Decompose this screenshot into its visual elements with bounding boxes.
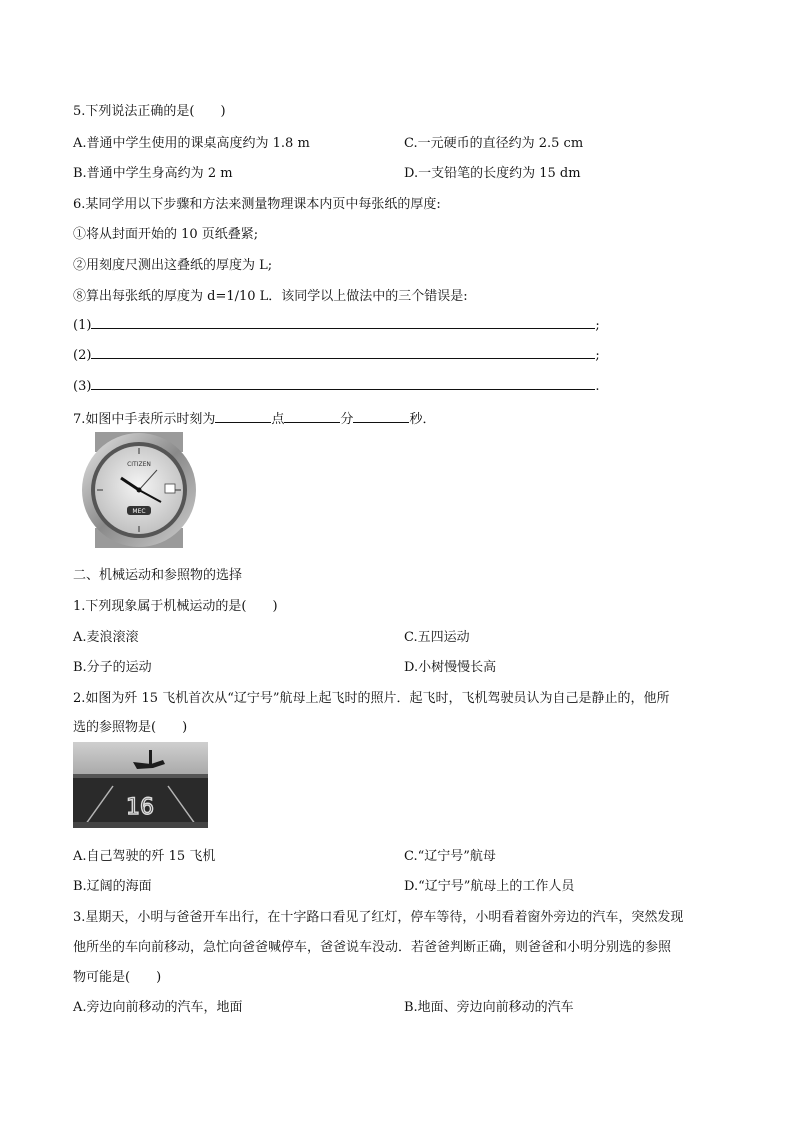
s2q1-option-c: C.五四运动: [404, 630, 470, 645]
q6-blank-2[interactable]: [91, 346, 595, 359]
watch-badge-text: MEC: [132, 508, 146, 515]
q7-unit-second: 秒．: [409, 412, 436, 427]
q7-blank-minute[interactable]: [284, 410, 340, 423]
s2q2-option-a: A.自己驾驶的歼 15 飞机: [73, 849, 216, 864]
s2q1-stem: 1.下列现象属于机械运动的是( ): [73, 599, 278, 614]
watch-brand-text: CITIZEN: [127, 461, 151, 468]
q7-prefix: 7.如图中手表所示时刻为: [73, 412, 216, 427]
q5-option-c: C.一元硬币的直径约为 2.5 cm: [404, 136, 584, 151]
q5-stem: 5.下列说法正确的是( ): [73, 104, 226, 119]
q6-stem: 6.某同学用以下步骤和方法来测量物理课本内页中每张纸的厚度:: [73, 197, 441, 212]
s2q2-option-b: B.辽阔的海面: [73, 879, 152, 894]
carrier-photo: [73, 742, 208, 828]
q5-option-a: A.普通中学生使用的课桌高度约为 1.8 m: [73, 136, 310, 151]
q6-blank-line-2[interactable]: [73, 346, 600, 363]
s2q3-stem-line-1: 3.星期天，小明与爸爸开车出行，在十字路口看见了红灯，停车等待，小明看着窗外旁边的汽车，突然发现: [73, 910, 684, 925]
s2q3-stem-line-3: 物可能是( ): [73, 970, 162, 985]
carrier-illustration: [73, 742, 208, 828]
s2q2-stem-line-2: 选的参照物是( ): [73, 720, 188, 735]
q5-option-d: D.一支铅笔的长度约为 15 dm: [404, 166, 581, 181]
q6-blank-1-end: ;: [595, 318, 600, 333]
q5-option-b: B.普通中学生身高约为 2 m: [73, 166, 233, 181]
s2q1-option-d: D.小树慢慢长高: [404, 660, 497, 675]
deck-number-text: 16: [126, 795, 154, 820]
s2q1-option-a: A.麦浪滚滚: [73, 630, 139, 645]
q6-blank-2-end: ;: [595, 348, 600, 363]
q6-blank-line-3[interactable]: [73, 377, 600, 394]
s2q3-option-b: B.地面、旁边向前移动的汽车: [404, 1000, 574, 1015]
q7-stem: [73, 408, 435, 427]
q6-blank-1[interactable]: [91, 316, 595, 329]
q7-unit-hour: 点: [271, 412, 285, 427]
q6-blank-3[interactable]: [91, 377, 595, 390]
q7-blank-second[interactable]: [353, 410, 409, 423]
s2q3-option-a: A.旁边向前移动的汽车，地面: [73, 1000, 243, 1015]
q6-blank-1-label: (1): [73, 318, 92, 333]
s2q2-stem-line-1: 2.如图为歼 15 飞机首次从“辽宁号”航母上起飞时的照片．起飞时，飞机驾驶员认为自己是静止的，他所: [73, 691, 670, 706]
q6-step-2: ②用刻度尺测出这叠纸的厚度为 L;: [73, 258, 273, 273]
q6-blank-line-1[interactable]: [73, 316, 600, 333]
section-2-title: 二、机械运动和参照物的选择: [73, 568, 243, 583]
q6-step-1: ①将从封面开始的 10 页纸叠紧;: [73, 227, 259, 242]
s2q2-option-c: C.“辽宁号”航母: [404, 849, 496, 864]
q7-unit-minute: 分: [340, 412, 354, 427]
watch-image: [73, 432, 207, 548]
s2q3-stem-line-2: 他所坐的车向前移动，急忙向爸爸喊停车，爸爸说车没动．若爸爸判断正确，则爸爸和小明分别选的参照: [73, 940, 672, 955]
s2q2-option-d: D.“辽宁号”航母上的工作人员: [404, 879, 575, 894]
q6-step-3: ⑧算出每张纸的厚度为 d=1/10 L．该同学以上做法中的三个错误是:: [73, 289, 468, 304]
watch-illustration: [73, 432, 207, 548]
s2q1-option-b: B.分子的运动: [73, 660, 152, 675]
q6-blank-3-end: .: [595, 379, 600, 394]
q7-blank-hour[interactable]: [215, 410, 271, 423]
q6-blank-3-label: (3): [73, 379, 92, 394]
q6-blank-2-label: (2): [73, 348, 92, 363]
